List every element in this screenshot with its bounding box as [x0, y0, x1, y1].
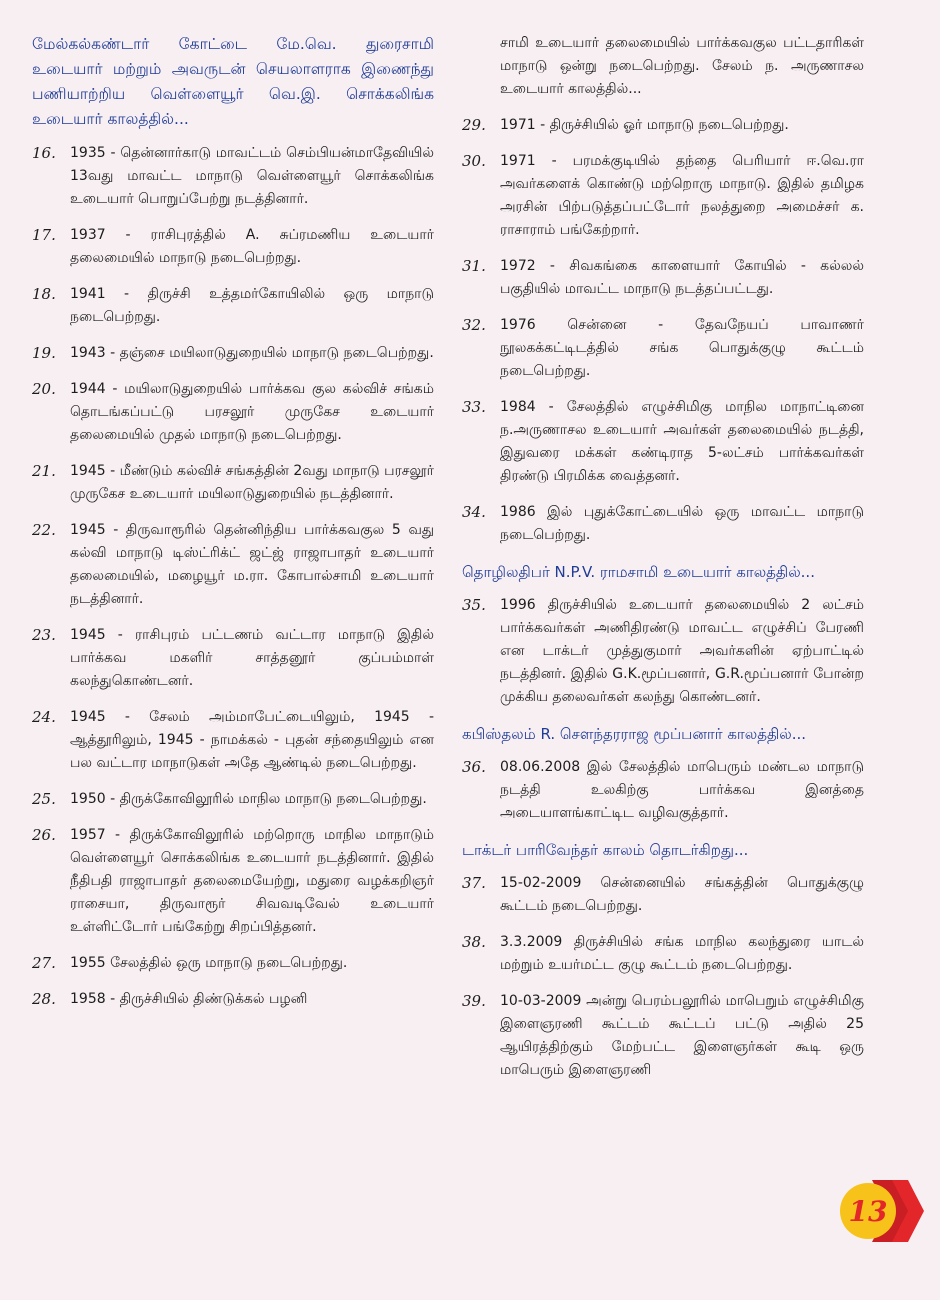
list-item	[32, 378, 434, 447]
item-number: 34.	[462, 503, 486, 521]
item-text: 1941 - திருச்சி உத்தமர்கோயிலில் ஒரு மாநாடு நடைபெற்றது.	[70, 286, 434, 325]
item-number: 32.	[462, 316, 486, 334]
item-text: 1945 - சேலம் அம்மாபேட்டையிலும், 1945 - ஆத்தூரிலும், 1945 - நாமக்கல் - புதன் சந்தையிலும் என பல வட்டார மாநாடுகள் அதே ஆண்டில் நடைபெற்றது.	[70, 709, 434, 771]
item-number: 22.	[32, 521, 56, 539]
right-column	[462, 32, 864, 1095]
item-text: 1955 சேலத்தில் ஒரு மாநாடு நடைபெற்றது.	[70, 955, 348, 971]
item-text: 15-02-2009 சென்னையில் சங்கத்தின் பொதுக்குழு கூட்டம் நடைபெற்றது.	[500, 875, 864, 914]
list-item	[32, 460, 434, 506]
item-text: 1986 இல் புதுக்கோட்டையில் ஒரு மாவட்ட மாநாடு நடைபெற்றது.	[500, 504, 864, 543]
item-text: 1957 - திருக்கோவிலூரில் மற்றொரு மாநில மாநாடும் வெள்ளையூர் சொக்கலிங்க உடையார் நடத்தினார். இதில் நீதிபதி ராஜாபாதர் தலைமையேற்று, மதுரை வழக்கறிஞர் ராசையா, திருவாரூர் சிவவடிவேல் உடையார் உள்ளிட்டோர் பங்கேற்று சிறப்பித்தனர்.	[70, 827, 434, 935]
item-number: 29.	[462, 116, 486, 134]
list-item	[462, 756, 864, 825]
item-text: 1945 - திருவாரூரில் தென்னிந்திய பார்க்கவகுல 5 வது கல்வி மாநாடு டிஸ்ட்ரிக்ட் ஜட்ஜ் ராஜாபாதர் உடையார் தலைமையில், மழையூர் ம.ரா. கோபால்சாமி உடையார் நடத்தினார்.	[70, 522, 434, 607]
item-text: 1945 - மீண்டும் கல்விச் சங்கத்தின் 2வது மாநாடு பரசலூர் முருகேச உடையார் மயிலாடுதுறையில் நடத்தினார்.	[70, 463, 434, 502]
section-heading-pari: டாக்டர் பாரிவேந்தர் காலம் தொடர்கிறது...	[462, 841, 749, 859]
list-item	[32, 988, 434, 1011]
item-number: 16.	[32, 144, 56, 162]
item-number: 36.	[462, 758, 486, 776]
item-text: 1943 - தஞ்சை மயிலாடுதுறையில் மாநாடு நடைபெற்றது.	[70, 345, 434, 361]
item-text: 1971 - பரமக்குடியில் தந்தை பெரியார் ஈ.வெ.ரா அவர்களைக் கொண்டு மற்றொரு மாநாடு. இதில் தமிழக அரசின் பிற்படுத்தப்பட்டோர் நலத்துறை அமைச்சர் க. ராசாராம் பங்கேற்றார்.	[500, 153, 864, 238]
list-item	[462, 990, 864, 1082]
item-number: 33.	[462, 398, 486, 416]
list-item	[32, 342, 434, 365]
item-text: 1996 திருச்சியில் உடையார் தலைமையில் 2 லட்சம் பார்க்கவர்கள் அணிதிரண்டு மாவட்ட எழுச்சிப் பேரணி என டாக்டர் முத்துகுமார் அவர்களின் ஏற்பாட்டில் நடத்தினர். இதில் G.K.மூப்பனார், G.R.மூப்பனார் போன்ற முக்கிய தலைவர்கள் கலந்து கொண்டனர்.	[500, 597, 864, 705]
list-item	[462, 314, 864, 383]
item-number: 24.	[32, 708, 56, 726]
item-number: 17.	[32, 226, 56, 244]
list-item	[32, 788, 434, 811]
list-item	[462, 255, 864, 301]
list-item	[462, 872, 864, 918]
list-item	[32, 519, 434, 611]
item-number: 18.	[32, 285, 56, 303]
item-text: 1944 - மயிலாடுதுறையில் பார்க்கவ குல கல்விச் சங்கம் தொடங்கப்பட்டு பரசலூர் முருகேச உடையார் தலைமையில் முதல் மாநாடு நடைபெற்றது.	[70, 381, 434, 443]
list-item	[32, 224, 434, 270]
item-number: 26.	[32, 826, 56, 844]
item-text: 3.3.2009 திருச்சியில் சங்க மாநில கலந்துரை யாடல் மற்றும் உயர்மட்ட குழு கூட்டம் நடைபெற்றது.	[500, 934, 864, 973]
list-item	[462, 931, 864, 977]
item-number: 27.	[32, 954, 56, 972]
item-number: 21.	[32, 462, 56, 480]
item-number: 23.	[32, 626, 56, 644]
item-text: 1972 - சிவகங்கை காளையார் கோயில் - கல்லல் பகுதியில் மாவட்ட மாநாடு நடத்தப்பட்டது.	[500, 258, 864, 297]
page-number-logo	[838, 1176, 924, 1246]
item-text: 1937 - ராசிபுரத்தில் A. சுப்ரமணிய உடையார் தலைமையில் மாநாடு நடைபெற்றது.	[70, 227, 434, 266]
list-item	[32, 824, 434, 939]
section-heading-npv: தொழிலதிபர் N.P.V. ராமசாமி உடையார் காலத்தில்...	[462, 563, 815, 581]
item-text: 1976 சென்னை - தேவநேயப் பாவாணர் நூலகக்கட்டிடத்தில் சங்க பொதுக்குழு கூட்டம் நடைபெற்றது.	[500, 317, 864, 379]
item-number: 19.	[32, 344, 56, 362]
item-text: 1950 - திருக்கோவிலூரில் மாநில மாநாடு நடைபெற்றது.	[70, 791, 427, 807]
list-item	[32, 624, 434, 693]
list-item	[462, 114, 864, 137]
item-number: 25.	[32, 790, 56, 808]
item-text: 08.06.2008 இல் சேலத்தில் மாபெரும் மண்டல மாநாடு நடத்தி உலகிற்கு பார்க்கவ இனத்தை அடையாளங்காட்டிட வழிவகுத்தார்.	[500, 759, 864, 821]
left-column	[32, 32, 434, 1024]
list-item	[32, 706, 434, 775]
item-text: 1984 - சேலத்தில் எழுச்சிமிகு மாநில மாநாட்டினை ந.அருணாசல உடையார் அவர்கள் தலைமையில் நடத்தி, இதுவரை மக்கள் கண்டிராத 5-லட்சம் பார்க்கவர்கள் திரண்டு பிரமிக்க வைத்தனர்.	[500, 399, 864, 484]
item-text: 1958 - திருச்சியில் திண்டுக்கல் பழனி	[70, 991, 308, 1007]
item-number: 39.	[462, 992, 486, 1010]
list-item	[462, 396, 864, 488]
list-item	[462, 594, 864, 709]
list-item	[32, 952, 434, 975]
continued-text: சாமி உடையார் தலைமையில் பார்க்கவகுல பட்டதாரிகள் மாநாடு ஒன்று நடைபெற்றது. சேலம் ந. அருணாசல உடையார் காலத்தில்...	[500, 35, 864, 97]
item-number: 28.	[32, 990, 56, 1008]
list-item	[462, 150, 864, 242]
section-heading-durai: மேல்கல்கண்டார் கோட்டை மே.வெ. துரைசாமி உடையார் மற்றும் அவருடன் செயலாளராக இணைந்து பணியாற்றிய வெள்ளையூர் வெ.இ. சொக்கலிங்க உடையார் காலத்தில்...	[32, 35, 434, 128]
item-number: 37.	[462, 874, 486, 892]
item-number: 38.	[462, 933, 486, 951]
item-number: 30.	[462, 152, 486, 170]
list-item	[32, 283, 434, 329]
list-item	[32, 142, 434, 211]
item-text: 1935 - தென்னார்காடு மாவட்டம் செம்பியன்மாதேவியில் 13வது மாவட்ட மாநாடு வெள்ளையூர் சொக்கலிங்க உடையார் பொறுப்பேற்று நடத்தினார்.	[70, 145, 434, 207]
page-number-text: 13	[848, 1195, 888, 1228]
item-text: 1945 - ராசிபுரம் பட்டணம் வட்டார மாநாடு இதில் பார்க்கவ மகளிர் சாத்தனூர் குப்பம்மாள் கலந்துகொண்டனர்.	[70, 627, 434, 689]
item-text: 10-03-2009 அன்று பெரம்பலூரில் மாபெறும் எழுச்சிமிகு இளைஞரணி கூட்டம் கூட்டப் பட்டு அதில் 25 ஆயிரத்திற்கும் மேற்பட்ட இளைஞர்கள் கூடி ஒரு மாபெரும் இளைஞரணி	[500, 993, 864, 1078]
list-item	[462, 501, 864, 547]
item-text: 1971 - திருச்சியில் ஓர் மாநாடு நடைபெற்றது.	[500, 117, 789, 133]
item-number: 20.	[32, 380, 56, 398]
section-heading-kabisthalam: கபிஸ்தலம் R. சௌந்தரராஜ மூப்பனார் காலத்தில்...	[462, 725, 807, 743]
item-number: 31.	[462, 257, 486, 275]
item-number: 35.	[462, 596, 486, 614]
